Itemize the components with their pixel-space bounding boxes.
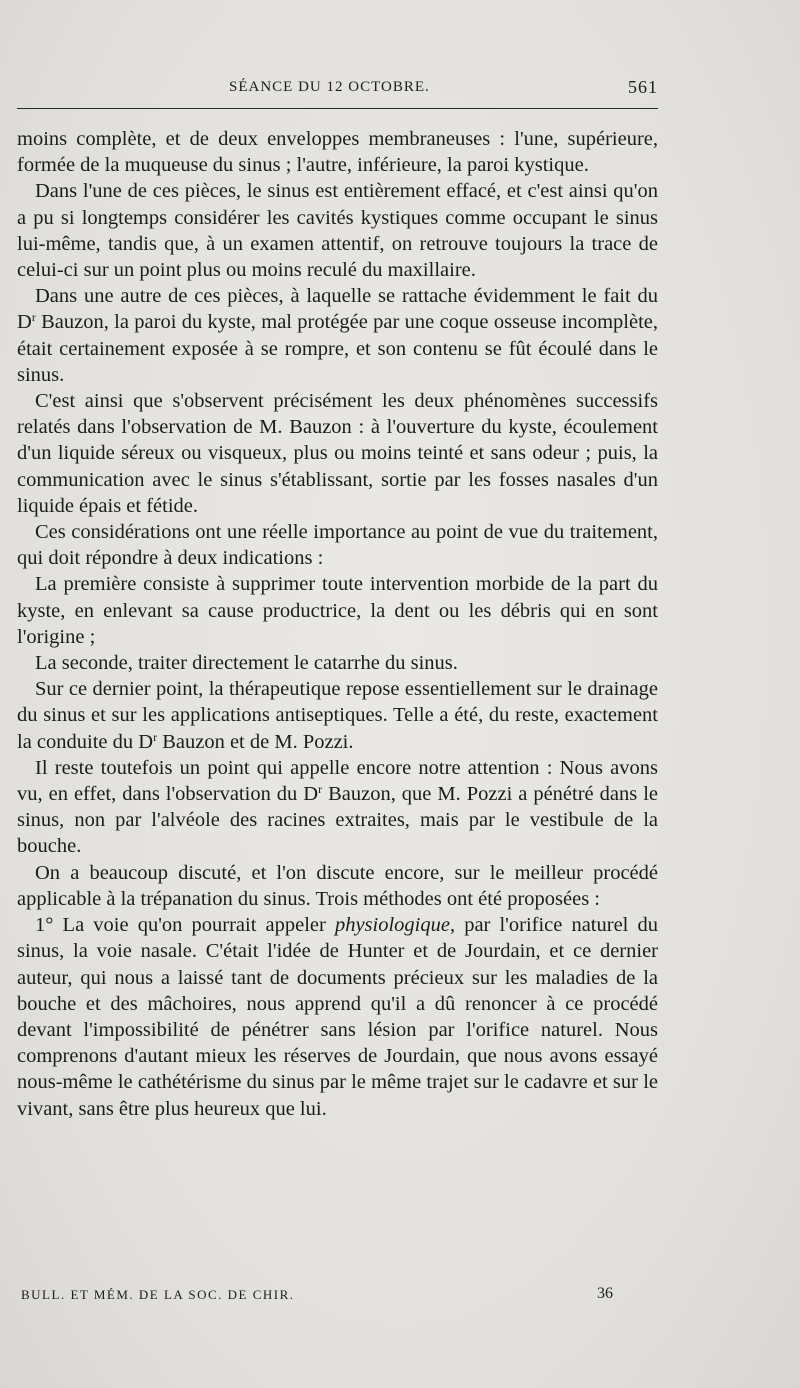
paragraph-6: La première consiste à supprimer toute intervention morbide de la part du kyste, en enlevant sa cause productrice, la dent ou les débris qui en sont l'origine ; <box>17 573 658 648</box>
paragraph-4: C'est ainsi que s'observent précisément les deux phénomènes successifs relatés dans l'observation de M. Bauzon : à l'ouverture du kyste, écoulement d'un liquide séreux ou visqueux, plus ou moins teinté et sans odeur ; puis, la communication avec le sinus s'établissant, sortie par les fosses nasales d'un liquide épais et fétide. <box>17 390 658 517</box>
signature-mark: 36 <box>597 1285 613 1302</box>
paragraph-7: La seconde, traiter directement le catarrhe du sinus. <box>35 652 458 675</box>
running-title: SÉANCE DU 12 OCTOBRE. <box>229 79 430 95</box>
superscript-r: r <box>31 310 36 325</box>
paragraph-10: On a beaucoup discuté, et l'on discute encore, sur le meilleur procédé applicable à la trépanation du sinus. Trois méthodes ont été proposées : <box>17 861 658 910</box>
paragraph-11: 1° La voie qu'on pourrait appeler physiologique, par l'orifice naturel du sinus, la voie nasale. C'était l'idée de Hunter et de Jourdain, et ce dernier auteur, qui nous a laissé tant de documents précieux sur les maladies de la bouche et des mâchoires, nous apprend qu'il a dû renoncer à ce procédé devant l'impossibilité de pénétrer sans lésion par l'orifice naturel. Nous comprenons d'autant mieux les réserves de Jourdain, que nous avons essayé nous-même le cathétérisme du sinus par le même trajet sur le cadavre et sur le vivant, sans être plus heureux que lui. <box>17 914 658 1120</box>
paragraph-8: Sur ce dernier point, la thérapeutique repose essentiellement sur le drainage du sinus et sur les applications antiseptiques. Telle a été, du reste, exactement la conduite du $D^r$ Bauzon et de M. Pozzi. <box>17 678 658 753</box>
paragraph-2: Dans l'une de ces pièces, le sinus est entièrement effacé, et c'est ainsi qu'on a pu si longtemps considérer les cavités kystiques comme occupant le sinus lui-même, tandis que, à un examen attentif, on retrouve toujours la trace de celui-ci sur un point plus ou moins reculé du maxillaire. <box>17 180 658 282</box>
running-header <box>17 72 658 102</box>
paragraph-3: Dans une autre de ces pièces, à laquelle se rattache évidemment le fait du $D^r$ Bauzon, la paroi du kyste, mal protégée par une coque osseuse incomplète, était certainement exposée à se rompre, et son contenu se fût écoulé dans le sinus. <box>17 285 658 386</box>
superscript-r: r <box>318 782 323 797</box>
paragraph-9: Il reste toutefois un point qui appelle encore notre attention : Nous avons vu, en effet, dans l'observation du $D^r$ Bauzon, que M. Pozzi a pénétré dans le sinus, non par l'alvéole des racines extraites, mais par le vestibule de la bouche. <box>17 756 658 858</box>
book-page <box>17 0 658 1388</box>
body-text <box>17 126 658 1122</box>
italic-term: physiologique <box>334 914 450 937</box>
paragraph-5: Ces considérations ont une réelle importance au point de vue du traitement, qui doit répondre à deux indications : <box>17 521 658 570</box>
journal-name: BULL. ET MÉM. DE LA SOC. DE CHIR. <box>21 1287 295 1302</box>
header-rule <box>17 108 658 109</box>
page-number: 561 <box>628 77 658 97</box>
paragraph-1: moins complète, et de deux enveloppes membraneuses : l'une, supérieure, formée de la muqueuse du sinus ; l'autre, inférieure, la paroi kystique. <box>17 128 658 177</box>
superscript-r: r <box>153 729 158 744</box>
